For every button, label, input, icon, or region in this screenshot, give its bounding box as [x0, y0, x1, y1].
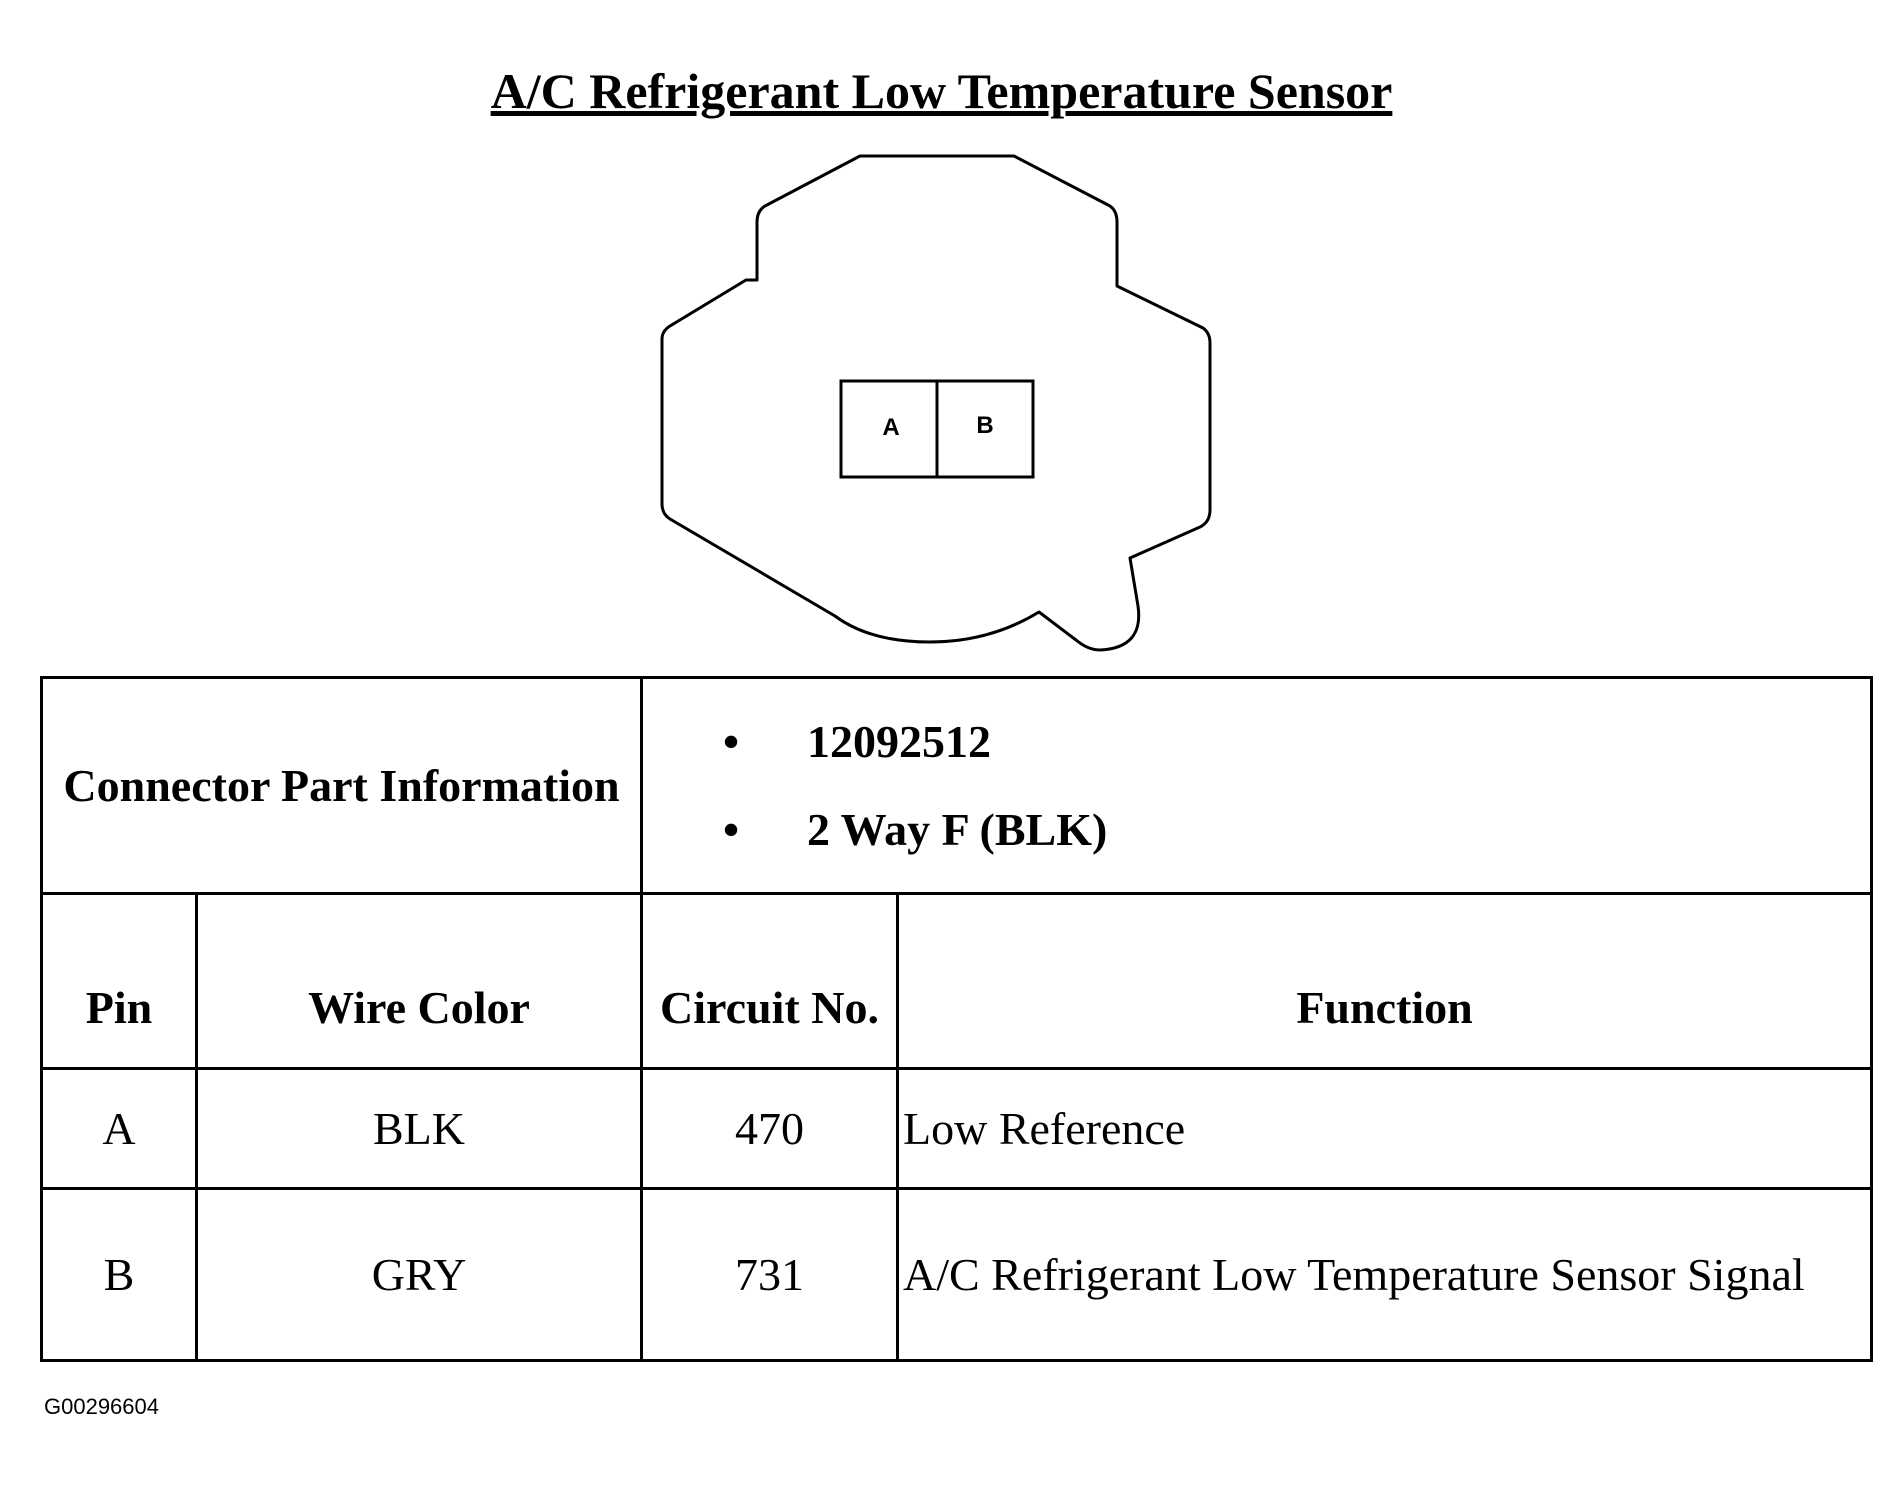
header-wire-color: Wire Color	[197, 894, 642, 1069]
connector-type: • 2 Way F (BLK)	[651, 801, 1862, 859]
connector-info-row	[42, 678, 1872, 894]
row-b-wire-color: GRY	[197, 1189, 642, 1361]
header-circuit-no: Circuit No.	[642, 894, 898, 1069]
header-function: Function	[898, 894, 1872, 1069]
pin-label-b: B	[976, 412, 994, 439]
row-b-circuit-no: 731	[642, 1189, 898, 1361]
row-b-pin: B	[42, 1189, 197, 1361]
row-a-function: Low Reference	[898, 1069, 1872, 1189]
diagram-title: A/C Refrigerant Low Temperature Sensor	[490, 63, 1393, 119]
row-a-wire-color: BLK	[197, 1069, 642, 1189]
connector-info-label: Connector Part Information	[42, 678, 642, 894]
table-row	[42, 1189, 1872, 1361]
connector-info-details	[642, 678, 1872, 894]
pinout-table	[40, 676, 1873, 1362]
pin-label-a: A	[882, 414, 900, 441]
table-row	[42, 1069, 1872, 1189]
connector-info-list	[651, 713, 1862, 859]
row-a-pin: A	[42, 1069, 197, 1189]
row-a-circuit-no: 470	[642, 1069, 898, 1189]
row-b-function: A/C Refrigerant Low Temperature Sensor Signal	[898, 1189, 1872, 1361]
figure-id: G00296604	[44, 1394, 159, 1419]
header-row	[42, 894, 1872, 1069]
connector-face-drawing	[0, 0, 1903, 670]
connector-part-number: • 12092512	[651, 713, 1862, 771]
header-pin: Pin	[42, 894, 197, 1069]
